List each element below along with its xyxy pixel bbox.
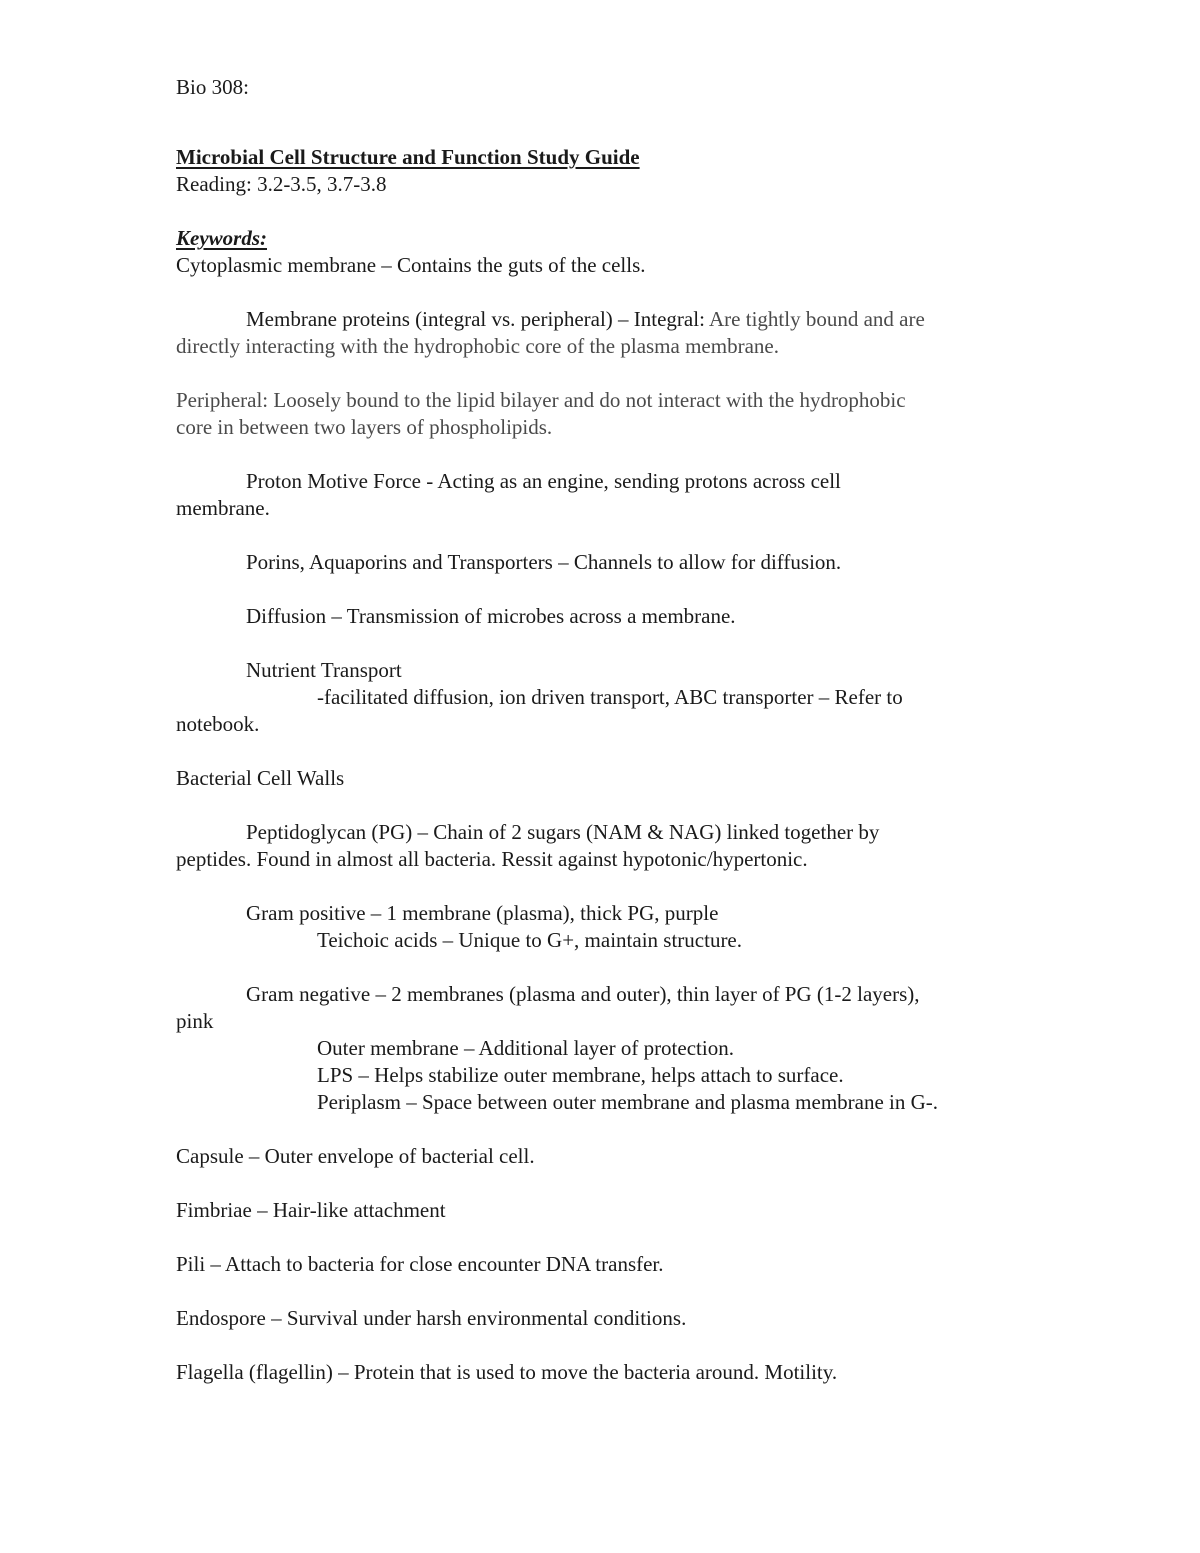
membrane-proteins-term: Membrane proteins (integral vs. peripheral) – Integral:: [246, 307, 710, 331]
reading-assignment: Reading: 3.2-3.5, 3.7-3.8: [176, 172, 387, 196]
peripheral-continued: core in between two layers of phospholipids.: [176, 415, 553, 439]
keyword-fimbriae: Fimbriae – Hair-like attachment: [176, 1198, 446, 1222]
keyword-membrane-proteins: [246, 306, 925, 333]
integral-definition: Are tightly bound and are: [709, 307, 925, 331]
nutrient-transport-detail: -facilitated diffusion, ion driven transport, ABC transporter – Refer to: [317, 685, 903, 709]
peptidoglycan-continued: peptides. Found in almost all bacteria. Ressit against hypotonic/hypertonic.: [176, 847, 808, 871]
keyword-teichoic-acids: Teichoic acids – Unique to G+, maintain structure.: [317, 928, 743, 952]
keyword-flagella: Flagella (flagellin) – Protein that is used to move the bacteria around. Motility.: [176, 1360, 838, 1384]
gram-negative-continued: pink: [176, 1009, 214, 1033]
keyword-lps: LPS – Helps stabilize outer membrane, helps attach to surface.: [317, 1063, 844, 1087]
keyword-diffusion: Diffusion – Transmission of microbes across a membrane.: [246, 604, 736, 628]
keyword-gram-negative: Gram negative – 2 membranes (plasma and outer), thin layer of PG (1-2 layers),: [246, 982, 920, 1006]
keyword-endospore: Endospore – Survival under harsh environmental conditions.: [176, 1306, 687, 1330]
course-header: Bio 308:: [176, 75, 249, 99]
keyword-outer-membrane: Outer membrane – Additional layer of protection.: [317, 1036, 734, 1060]
nutrient-transport-continued: notebook.: [176, 712, 260, 736]
keyword-proton-motive-force: Proton Motive Force - Acting as an engine, sending protons across cell: [246, 469, 841, 493]
keyword-capsule: Capsule – Outer envelope of bacterial cell.: [176, 1144, 535, 1168]
page-title: Microbial Cell Structure and Function Study Guide: [176, 145, 640, 169]
keywords-heading: Keywords:: [176, 226, 267, 250]
peripheral-definition: Peripheral: Loosely bound to the lipid bilayer and do not interact with the hydrophobic: [176, 388, 906, 412]
proton-motive-force-continued: membrane.: [176, 496, 270, 520]
keyword-peptidoglycan: Peptidoglycan (PG) – Chain of 2 sugars (NAM & NAG) linked together by: [246, 820, 880, 844]
keyword-gram-positive: Gram positive – 1 membrane (plasma), thick PG, purple: [246, 901, 719, 925]
membrane-proteins-continued: directly interacting with the hydrophobic core of the plasma membrane.: [176, 334, 779, 358]
keyword-porins: Porins, Aquaporins and Transporters – Channels to allow for diffusion.: [246, 550, 842, 574]
keyword-cytoplasmic-membrane: Cytoplasmic membrane – Contains the guts of the cells.: [176, 253, 646, 277]
keyword-nutrient-transport: Nutrient Transport: [246, 658, 402, 682]
keyword-pili: Pili – Attach to bacteria for close encounter DNA transfer.: [176, 1252, 664, 1276]
keyword-periplasm: Periplasm – Space between outer membrane and plasma membrane in G-.: [317, 1090, 939, 1114]
keyword-bacterial-cell-walls: Bacterial Cell Walls: [176, 766, 345, 790]
